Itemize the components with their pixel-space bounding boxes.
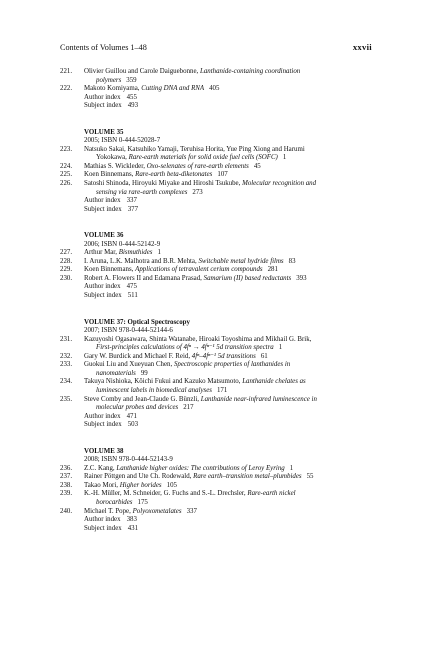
- contents-entry: 230. Robert A. Flowers II and Edamana Prasad, Samarium (II) based reductants 393: [60, 274, 307, 282]
- header-title: Contents of Volumes 1–48: [60, 43, 147, 52]
- volume-meta: 2007; ISBN 978-0-444-52144-6: [84, 327, 173, 335]
- contents-entry: 234. Takuya Nishioka, Kôichi Fukui and Kazuko Matsumoto, Lanthanide chelates as luminescent labels in biomedical analyses 171: [60, 378, 306, 394]
- volume-heading: VOLUME 36: [84, 232, 124, 240]
- subject-index-line: Subject index 377: [84, 205, 139, 213]
- contents-entry: 226. Satoshi Shinoda, Hiroyuki Miyake and Hiroshi Tsukube, Molecular recognition and sensing via rare-earth complexes 273: [60, 180, 317, 196]
- contents-entry: 240. Michael T. Pope, Polyoxometalates 337: [60, 507, 197, 515]
- contents-entry: [60, 85, 372, 94]
- contents-entry: 238. Takao Mori, Higher borides 105: [60, 481, 177, 489]
- volume-meta: 2008; ISBN 978-0-444-52143-9: [84, 456, 173, 464]
- volume-meta: 2005; ISBN 0-444-52028-7: [84, 137, 161, 145]
- entry-title: Lanthanide-containing coordination: [199, 68, 301, 75]
- author-index-line: Author index 471: [84, 412, 137, 420]
- volume-35-block: [60, 129, 372, 214]
- entry-authors: Makoto Komiyama,: [84, 85, 140, 93]
- entry-number: 222.: [60, 85, 73, 93]
- author-index-line: Author index 383: [84, 516, 137, 524]
- contents-entry: 239. K.-H. Müller, M. Schneider, G. Fuchs and S.-L. Drechsler, Rare-earth nickel borocarbides 175: [60, 490, 296, 506]
- contents-entry: 229. Koen Binnemans, Applications of tetravalent cerium compounds 281: [60, 266, 278, 274]
- entry-title: Cutting DNA and RNA: [141, 85, 205, 93]
- running-header: [60, 42, 372, 52]
- subject-index-line: Subject index 493: [84, 102, 139, 110]
- contents-entry: 228. I. Aruna, L.K. Malhotra and B.R. Mehta, Switchable metal hydride films 83: [60, 257, 296, 265]
- volume-heading: VOLUME 38: [84, 447, 124, 455]
- volume-38-block: [60, 448, 372, 533]
- volume-meta: 2006; ISBN 0-444-52142-9: [84, 240, 161, 248]
- contents-entry: 236. Z.C. Kang, Lanthanide higher oxides: The contributions of Leroy Eyring 1: [60, 464, 294, 472]
- page-number: xxvii: [352, 42, 372, 52]
- volume-36-block: [60, 232, 372, 300]
- subject-index-line: Subject index 503: [84, 421, 139, 429]
- subject-index-line: Subject index 511: [84, 292, 138, 300]
- author-index-line: Author index 455: [84, 93, 137, 101]
- contents-entry: 235. Steve Comby and Jean-Claude G. Bünzli, Lanthanide near-infrared luminescence in molecular probes and devices 217: [60, 395, 317, 412]
- volume-heading: VOLUME 35: [84, 128, 124, 136]
- subject-index-line: Subject index 431: [84, 524, 139, 532]
- volume-heading: VOLUME 37: Optical Spectroscopy: [84, 318, 190, 326]
- volume-37-block: [60, 319, 372, 430]
- contents-entry: 231. Kazuyoshi Ogasawara, Shinta Watanabe, Hiroaki Toyoshima and Mikhail G. Brik, First-principles calculations of 4fⁿ → 4fⁿ⁻¹ 5d transition spectra 1: [60, 335, 312, 352]
- author-index-line: Author index 475: [84, 283, 137, 291]
- entry-number: 221.: [60, 68, 73, 75]
- contents-entry: [60, 68, 372, 85]
- contents-entry: 237. Rainer Pöttgen and Ute Ch. Rodewald, Rare earth–transition metal–plumbides 55: [60, 473, 314, 481]
- contents-entry: 224. Mathias S. Wickleder, Oxo-selenates of rare-earth elements 45: [60, 162, 261, 170]
- contents-entry: 223. Natsuko Sakai, Katsuhiko Yamaji, Teruhisa Horita, Yue Ping Xiong and Harumi Yokokawa, Rare-earth materials for solid oxide fuel cells (SOFC) 1: [60, 145, 305, 162]
- entry-page: 405: [209, 85, 220, 93]
- entry-title: polymers: [96, 76, 122, 84]
- contents-entry: 233. Guokui Liu and Xueyuan Chen, Spectroscopic properties of lanthanides in nanomaterials 99: [60, 361, 291, 377]
- entry-authors: Olivier Guillou and Carole Daiguebonne,: [84, 68, 199, 75]
- contents-body: [60, 68, 372, 533]
- contents-entry: 227. Arthur Mar, Bismuthides 1: [60, 249, 161, 257]
- entry-page: 359: [126, 76, 137, 84]
- contents-entry: 232. Gary W. Burdick and Michael F. Reid, 4fⁿ–4fⁿ⁻¹ 5d transitions 61: [60, 352, 268, 360]
- author-index-line: Author index 337: [84, 197, 137, 205]
- contents-entry: 225. Koen Binnemans, Rare-earth beta-diketonates 107: [60, 171, 228, 179]
